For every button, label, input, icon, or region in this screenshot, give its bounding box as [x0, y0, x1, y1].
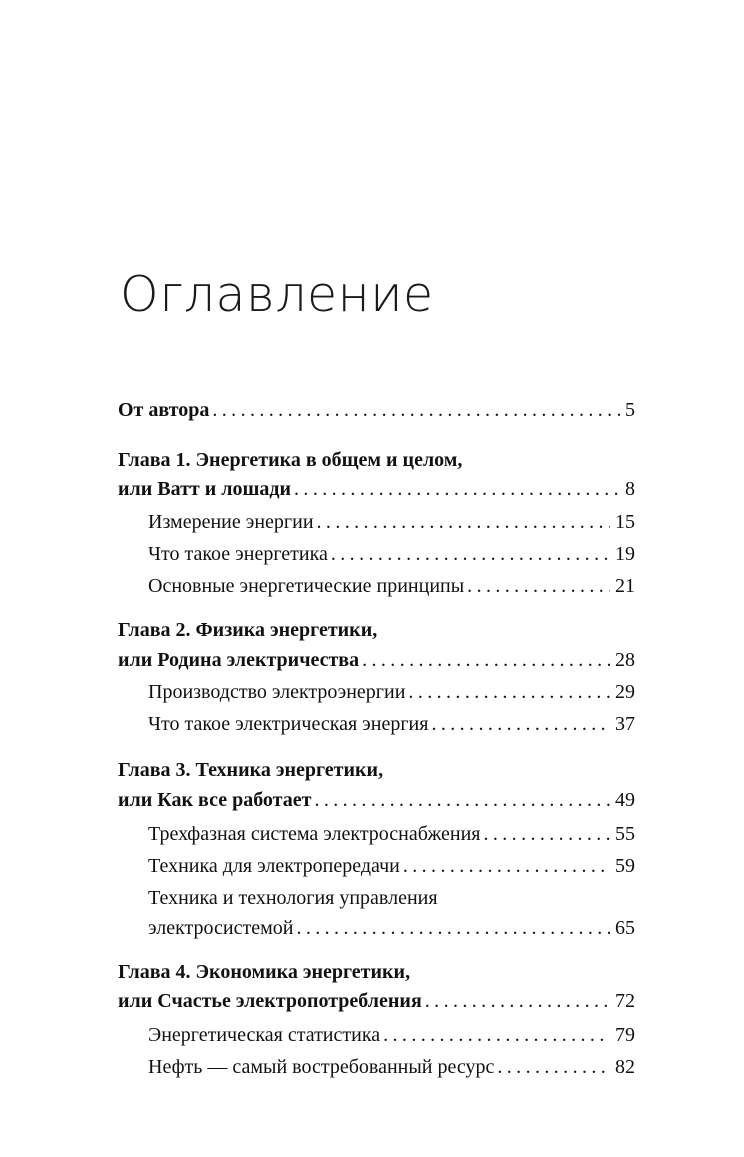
- dot-leader: [497, 1052, 610, 1082]
- toc-page-number: 29: [615, 681, 635, 703]
- dot-leader: [467, 571, 610, 601]
- toc-entry-section[interactable]: [148, 1052, 635, 1082]
- dot-leader: [431, 709, 610, 739]
- toc-page-number: 5: [625, 399, 635, 421]
- toc-entry-title: Энергетическая статистика: [148, 1024, 381, 1046]
- toc-entry-chapter-1[interactable]: [118, 474, 635, 504]
- dot-leader: [331, 539, 610, 569]
- toc-page-number: 59: [615, 855, 635, 877]
- toc-entry-title: Измерение энергии: [148, 511, 314, 533]
- toc-page-number: 82: [615, 1056, 635, 1078]
- toc-entry-title: Основные энергетические принципы: [148, 575, 465, 597]
- toc-entry-section[interactable]: [148, 851, 635, 881]
- toc-entry-chapter-2[interactable]: [118, 645, 635, 675]
- toc-entry-title: От автора: [118, 399, 210, 421]
- toc-entry-title: Техника для электропередачи: [148, 855, 400, 877]
- toc-entry-title: или Ватт и лошади: [118, 478, 292, 500]
- toc-entry-title: Что такое энергетика: [148, 543, 328, 565]
- toc-page-number: 28: [615, 649, 635, 671]
- chapter-1-title-line1[interactable]: Глава 1. Энергетика в общем и целом,: [118, 449, 463, 471]
- toc-entry-title: Что такое электрическая энергия: [148, 713, 429, 735]
- toc-page-number: 55: [615, 823, 635, 845]
- toc-page-number: 8: [625, 478, 635, 500]
- toc-page-number: 72: [615, 990, 635, 1012]
- dot-leader: [408, 677, 610, 707]
- toc-page-number: 49: [615, 789, 635, 811]
- toc-entry-title: электросистемой: [148, 917, 294, 939]
- toc-entry-title: Трехфазная система электроснабжения: [148, 823, 481, 845]
- toc-entry-section[interactable]: [148, 571, 635, 601]
- dot-leader: [296, 913, 610, 943]
- toc-entry-section[interactable]: [148, 677, 635, 707]
- toc-entry-chapter-4[interactable]: [118, 986, 635, 1016]
- toc-entry-section[interactable]: [148, 507, 635, 537]
- chapter-4-title-line1[interactable]: Глава 4. Экономика энергетики,: [118, 961, 411, 983]
- toc-page-number: 37: [615, 713, 635, 735]
- chapter-2-title-line1[interactable]: Глава 2. Физика энергетики,: [118, 619, 378, 641]
- dot-leader: [212, 395, 620, 425]
- toc-page-number: 19: [615, 543, 635, 565]
- toc-page-number: 21: [615, 575, 635, 597]
- dot-leader: [403, 851, 610, 881]
- toc-entry-section[interactable]: [148, 539, 635, 569]
- page-title: Оглавление: [120, 266, 434, 323]
- dot-leader: [294, 474, 620, 504]
- dot-leader: [425, 986, 610, 1016]
- toc-entry-section[interactable]: [148, 819, 635, 849]
- toc-entry-title: или Счастье электропотребления: [118, 990, 422, 1012]
- toc-entry-section[interactable]: [148, 709, 635, 739]
- dot-leader: [383, 1020, 610, 1050]
- toc-entry-title: Нефть — самый востребованный ресурс: [148, 1056, 495, 1078]
- toc-entry-section[interactable]: [148, 913, 635, 943]
- toc-entry-section[interactable]: [148, 1020, 635, 1050]
- toc-entry-title: или Родина электричества: [118, 649, 360, 671]
- toc-entry-title: или Как все работает: [118, 789, 312, 811]
- dot-leader: [314, 785, 610, 815]
- toc-entry-author[interactable]: [118, 395, 635, 425]
- dot-leader: [483, 819, 610, 849]
- toc-page-number: 65: [615, 917, 635, 939]
- toc-entry-chapter-3[interactable]: [118, 785, 635, 815]
- toc-page-number: 79: [615, 1024, 635, 1046]
- section-title-line1[interactable]: Техника и технология управления: [148, 887, 438, 909]
- toc-page-number: 15: [615, 511, 635, 533]
- dot-leader: [362, 645, 610, 675]
- dot-leader: [317, 507, 610, 537]
- toc-entry-title: Производство электроэнергии: [148, 681, 406, 703]
- chapter-3-title-line1[interactable]: Глава 3. Техника энергетики,: [118, 759, 384, 781]
